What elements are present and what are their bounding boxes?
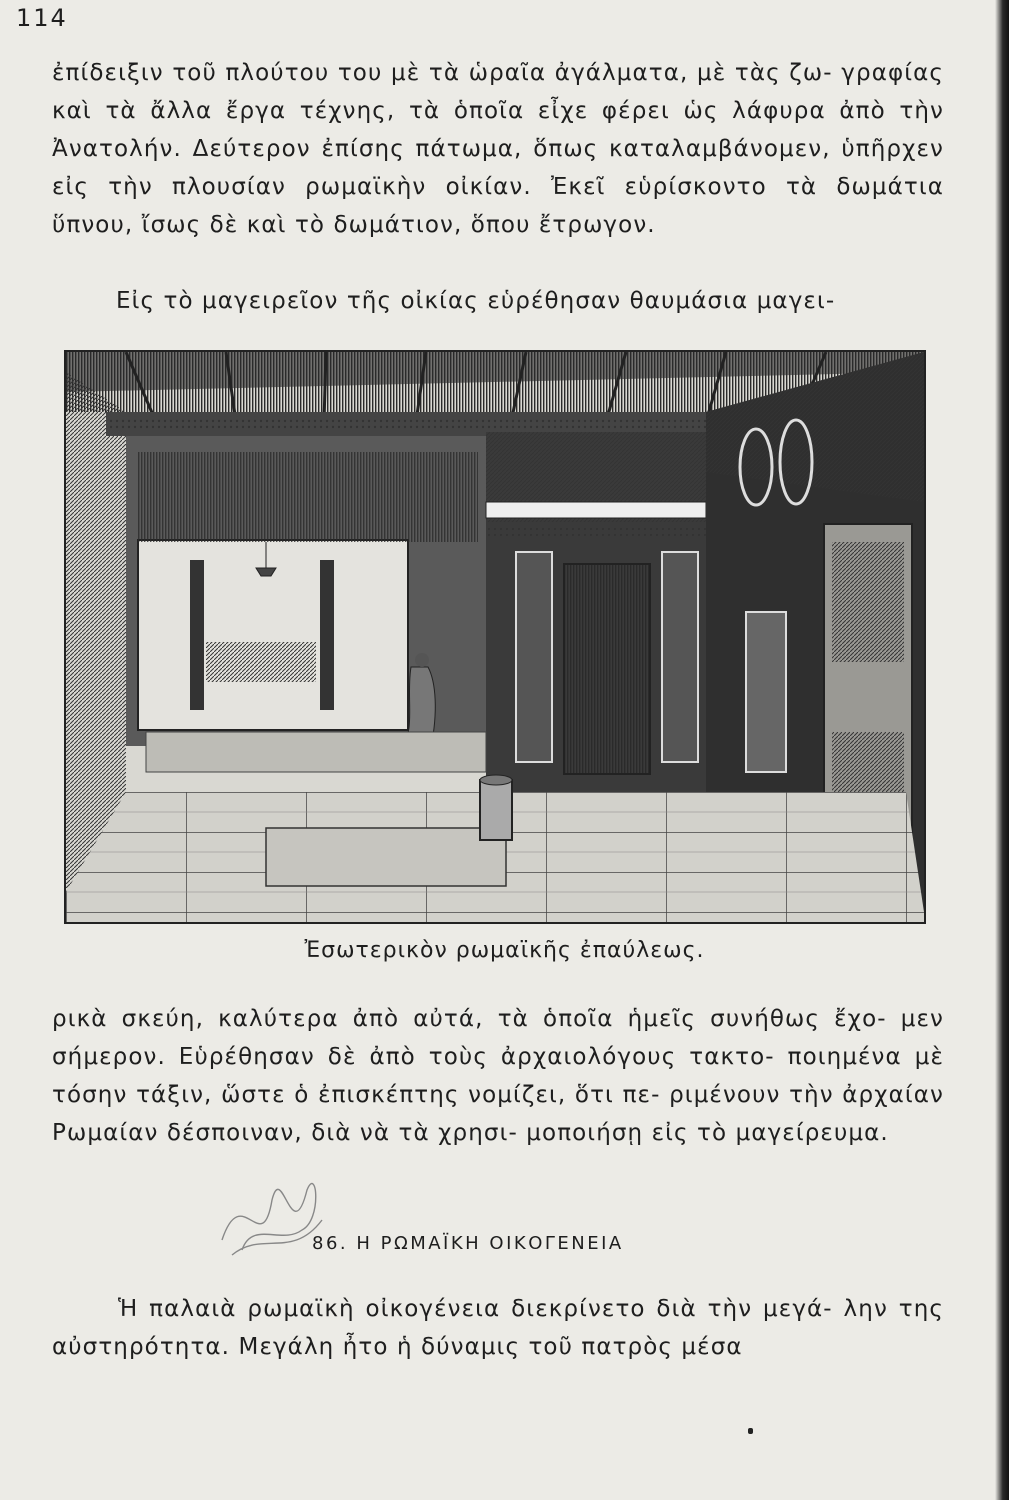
page-edge-shadow — [995, 0, 1009, 1500]
page-number: 114 — [16, 4, 68, 32]
figure-caption: Ἐσωτερικὸν ρωμαϊκῆς ἐπαύλεως. — [304, 938, 705, 963]
paragraph-2: Εἰς τὸ μαγειρεῖον τῆς οἰκίας εὑρέθησαν θαυμάσια μαγει- — [116, 288, 836, 314]
roman-villa-illustration — [64, 350, 926, 924]
paragraph-4: Ἡ παλαιὰ ρωμαϊκὴ οἰκογένεια διεκρίνετο διὰ τὴν μεγά- λην της αὐστηρότητα. Μεγάλη ἦτο ἡ δύναμις τοῦ πατρὸς μέσα — [52, 1296, 944, 1360]
section-heading: 86. Η ΡΩΜΑΪΚΗ ΟΙΚΟΓΕΝΕΙΑ — [312, 1233, 624, 1254]
ink-speck — [748, 1428, 753, 1434]
paragraph-1: ἐπίδειξιν τοῦ πλούτου του μὲ τὰ ὡραῖα ἀγάλματα, μὲ τὰς ζω- γραφίας καὶ τὰ ἄλλα ἔργα τέχνης, τὰ ὁποῖα εἶχε φέρει ὡς λάφυρα ἀπὸ τὴν Ἀνατολήν. Δεύτερον ἐπίσης πάτωμα, ὅπως καταλαμβάνομεν, ὑπῆρχεν εἰς τὴν πλουσίαν ρωμαϊκὴν οἰκίαν. Ἐκεῖ εὑρίσκοντο τὰ δωμάτια ὕπνου, ἴσως δὲ καὶ τὸ δωμάτιον, ὅπου ἔτρωγον. — [52, 60, 944, 238]
paragraph-3: ρικὰ σκεύη, καλύτερα ἀπὸ αὐτά, τὰ ὁποῖα ἡμεῖς συνήθως ἔχο- μεν σήμερον. Εὑρέθησαν δὲ ἀπὸ τοὺς ἀρχαιολόγους τακτο- ποιημένα μὲ τόσην τάξιν, ὥστε ὁ ἐπισκέπτης νομίζει, ὅτι πε- ριμένουν τὴν ἀρχαίαν Ρωμαίαν δέσποιναν, διὰ νὰ τὰ χρησι- μοποιήσῃ εἰς τὸ μαγείρευμα. — [52, 1006, 944, 1146]
